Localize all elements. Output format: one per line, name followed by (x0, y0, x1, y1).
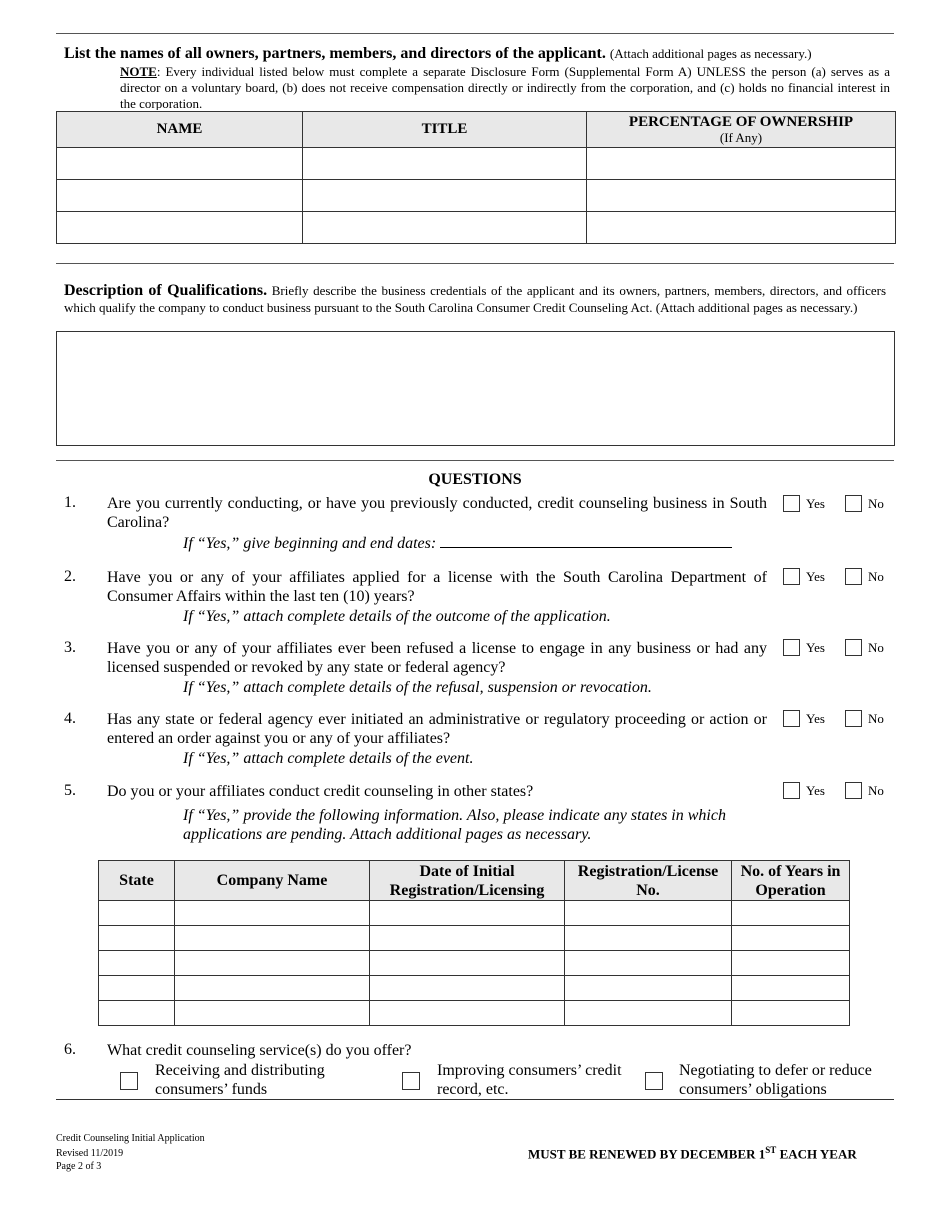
title-cell[interactable] (303, 148, 587, 180)
percentage-cell[interactable] (587, 148, 896, 180)
top-rule (56, 33, 894, 34)
table-cell[interactable] (565, 1001, 732, 1026)
checkbox-icon[interactable] (783, 782, 800, 799)
col-name: NAME (57, 112, 303, 148)
service-3-label: Negotiating to defer or reduce consumers’ obligations (679, 1062, 872, 1098)
question-1-yes[interactable] (783, 495, 825, 512)
question-2-text: Have you or any of your affiliates applied for a license with the South Carolina Department of Consumer Affairs within the last ten (10) years? (107, 569, 767, 605)
table-cell[interactable] (732, 1001, 850, 1026)
table-cell[interactable] (370, 976, 565, 1001)
table-cell[interactable] (732, 951, 850, 976)
col-license-no: Registration/License No. (565, 861, 732, 901)
percentage-cell[interactable] (587, 212, 896, 244)
question-5-yes[interactable] (783, 782, 825, 799)
question-3-yes[interactable] (783, 639, 825, 656)
renewal-sup: ST (765, 1145, 777, 1155)
renewal-pre: MUST BE RENEWED BY DECEMBER 1 (528, 1146, 766, 1162)
checkbox-icon[interactable] (845, 782, 862, 799)
owners-header-row (57, 112, 896, 148)
service-1-checkbox[interactable] (120, 1072, 138, 1090)
question-1-text: Are you currently conducting, or have you previously conducted, credit counseling business in South Carolina? (107, 495, 767, 531)
col-state: State (99, 861, 175, 901)
percentage-cell[interactable] (587, 180, 896, 212)
question-5-no[interactable] (845, 782, 884, 799)
checkbox-icon[interactable] (783, 495, 800, 512)
question-number: 4. (64, 710, 76, 727)
table-row (99, 901, 850, 926)
bottom-rule (56, 1099, 894, 1100)
question-number: 1. (64, 494, 76, 511)
question-number: 6. (64, 1041, 76, 1058)
footer-form-name: Credit Counseling Initial Application (56, 1133, 205, 1144)
yes-label: Yes (806, 495, 825, 511)
dates-line[interactable] (440, 533, 732, 548)
qualifications-rule (56, 263, 894, 264)
question-1-sub (183, 533, 732, 553)
no-label: No (868, 639, 884, 655)
question-5-sub: If “Yes,” provide the following information. Also, please indicate any states in which applications are pending. Attach additional pages as necessary. (183, 807, 726, 843)
states-header-row (99, 861, 850, 901)
question-4-text: Has any state or federal agency ever initiated an administrative or regulatory proceeding or action or entered an order against you or any of your affiliates? (107, 711, 767, 747)
col-title: TITLE (303, 112, 587, 148)
table-cell[interactable] (99, 976, 175, 1001)
question-number: 3. (64, 639, 76, 656)
table-cell[interactable] (370, 1001, 565, 1026)
question-3-text: Have you or any of your affiliates ever been refused a license to engage in any business or had any licensed suspended or revoked by any state or federal agency? (107, 640, 767, 676)
table-row (99, 926, 850, 951)
owners-note (120, 64, 890, 110)
service-1-label: Receiving and distributing consumers’ funds (155, 1062, 325, 1098)
col-percentage-label: PERCENTAGE OF OWNERSHIP (628, 113, 854, 130)
col-years: No. of Years in Operation (732, 861, 850, 901)
table-cell[interactable] (565, 926, 732, 951)
table-cell[interactable] (565, 951, 732, 976)
owners-heading-line (64, 44, 894, 64)
question-number: 5. (64, 782, 76, 799)
checkbox-icon[interactable] (783, 710, 800, 727)
table-cell[interactable] (99, 926, 175, 951)
table-row (99, 1001, 850, 1026)
owners-table (56, 111, 896, 244)
table-cell[interactable] (565, 901, 732, 926)
footer-revised: Revised 11/2019 (56, 1148, 124, 1159)
question-2-yes[interactable] (783, 568, 825, 585)
no-label: No (868, 495, 884, 511)
no-label: No (868, 710, 884, 726)
note-text: : Every individual listed below must complete a separate Disclosure Form (Supplemental Form A) UNLESS the person (a) serves as a director on a voluntary board, (b) does not receive compensation directly or indirectly from the corporation, and (c) holds no financial interest in the corporation. (120, 64, 890, 110)
col-company-name: Company Name (175, 861, 370, 901)
question-4-no[interactable] (845, 710, 884, 727)
table-cell[interactable] (99, 901, 175, 926)
states-table (98, 860, 850, 1026)
table-row (57, 148, 896, 180)
qualifications-intro (64, 282, 886, 316)
footer-page: Page 2 of 3 (56, 1161, 102, 1172)
table-cell[interactable] (565, 976, 732, 1001)
question-3-no[interactable] (845, 639, 884, 656)
note-label: NOTE (120, 64, 157, 79)
table-cell[interactable] (370, 951, 565, 976)
checkbox-icon[interactable] (845, 495, 862, 512)
question-2-sub: If “Yes,” attach complete details of the outcome of the application. (183, 608, 611, 625)
question-3-sub: If “Yes,” attach complete details of the refusal, suspension or revocation. (183, 679, 652, 696)
table-cell[interactable] (370, 926, 565, 951)
table-row (57, 180, 896, 212)
renewal-post: EACH YEAR (776, 1146, 857, 1162)
question-6-text: What credit counseling service(s) do you offer? (107, 1042, 412, 1059)
table-row (57, 212, 896, 244)
table-cell[interactable] (370, 901, 565, 926)
qualifications-heading: Description of Qualifications. (64, 282, 268, 299)
checkbox-icon[interactable] (783, 639, 800, 656)
checkbox-icon[interactable] (783, 568, 800, 585)
no-label: No (868, 782, 884, 798)
qualifications-text: Briefly describe the business credentials of the applicant and its owners, partners, members, directors, and officers which qualify the company to conduct business pursuant to the South Carolina Consumer Credit Counseling Act. (Attach additional pages as necessary.) (64, 283, 887, 315)
table-cell[interactable] (175, 976, 370, 1001)
table-cell[interactable] (99, 951, 175, 976)
questions-rule (56, 460, 894, 461)
table-cell[interactable] (175, 1001, 370, 1026)
question-2-no[interactable] (845, 568, 884, 585)
yes-label: Yes (806, 639, 825, 655)
question-5-text: Do you or your affiliates conduct credit counseling in other states? (107, 783, 534, 800)
question-1-sub-text: If “Yes,” give beginning and end dates: (183, 535, 437, 552)
table-row (99, 976, 850, 1001)
question-4-sub: If “Yes,” attach complete details of the event. (183, 750, 474, 767)
col-date-initial: Date of Initial Registration/Licensing (370, 861, 565, 901)
qualifications-textarea[interactable] (56, 331, 895, 446)
table-cell[interactable] (175, 926, 370, 951)
table-cell[interactable] (732, 926, 850, 951)
col-percentage (587, 112, 896, 148)
table-row (99, 951, 850, 976)
service-2-label: Improving consumers’ credit record, etc. (437, 1062, 622, 1098)
name-cell[interactable] (57, 148, 303, 180)
renewal-notice (528, 1145, 857, 1162)
title-cell[interactable] (303, 180, 587, 212)
questions-heading: QUESTIONS (428, 471, 522, 488)
table-cell[interactable] (175, 951, 370, 976)
question-1-no[interactable] (845, 495, 884, 512)
name-cell[interactable] (57, 212, 303, 244)
service-2-checkbox[interactable] (402, 1072, 420, 1090)
checkbox-icon[interactable] (845, 568, 862, 585)
owners-heading-note: (Attach additional pages as necessary.) (609, 46, 812, 61)
yes-label: Yes (806, 568, 825, 584)
col-percentage-sub: (If Any) (719, 129, 763, 145)
table-cell[interactable] (732, 901, 850, 926)
no-label: No (868, 568, 884, 584)
question-number: 2. (64, 568, 76, 585)
checkbox-icon[interactable] (845, 710, 862, 727)
yes-label: Yes (806, 710, 825, 726)
name-cell[interactable] (57, 180, 303, 212)
yes-label: Yes (806, 782, 825, 798)
question-4-yes[interactable] (783, 710, 825, 727)
title-cell[interactable] (303, 212, 587, 244)
table-cell[interactable] (732, 976, 850, 1001)
service-3-checkbox[interactable] (645, 1072, 663, 1090)
checkbox-icon[interactable] (845, 639, 862, 656)
owners-heading: List the names of all owners, partners, members, and directors of the applicant. (64, 45, 606, 62)
table-cell[interactable] (99, 1001, 175, 1026)
table-cell[interactable] (175, 901, 370, 926)
